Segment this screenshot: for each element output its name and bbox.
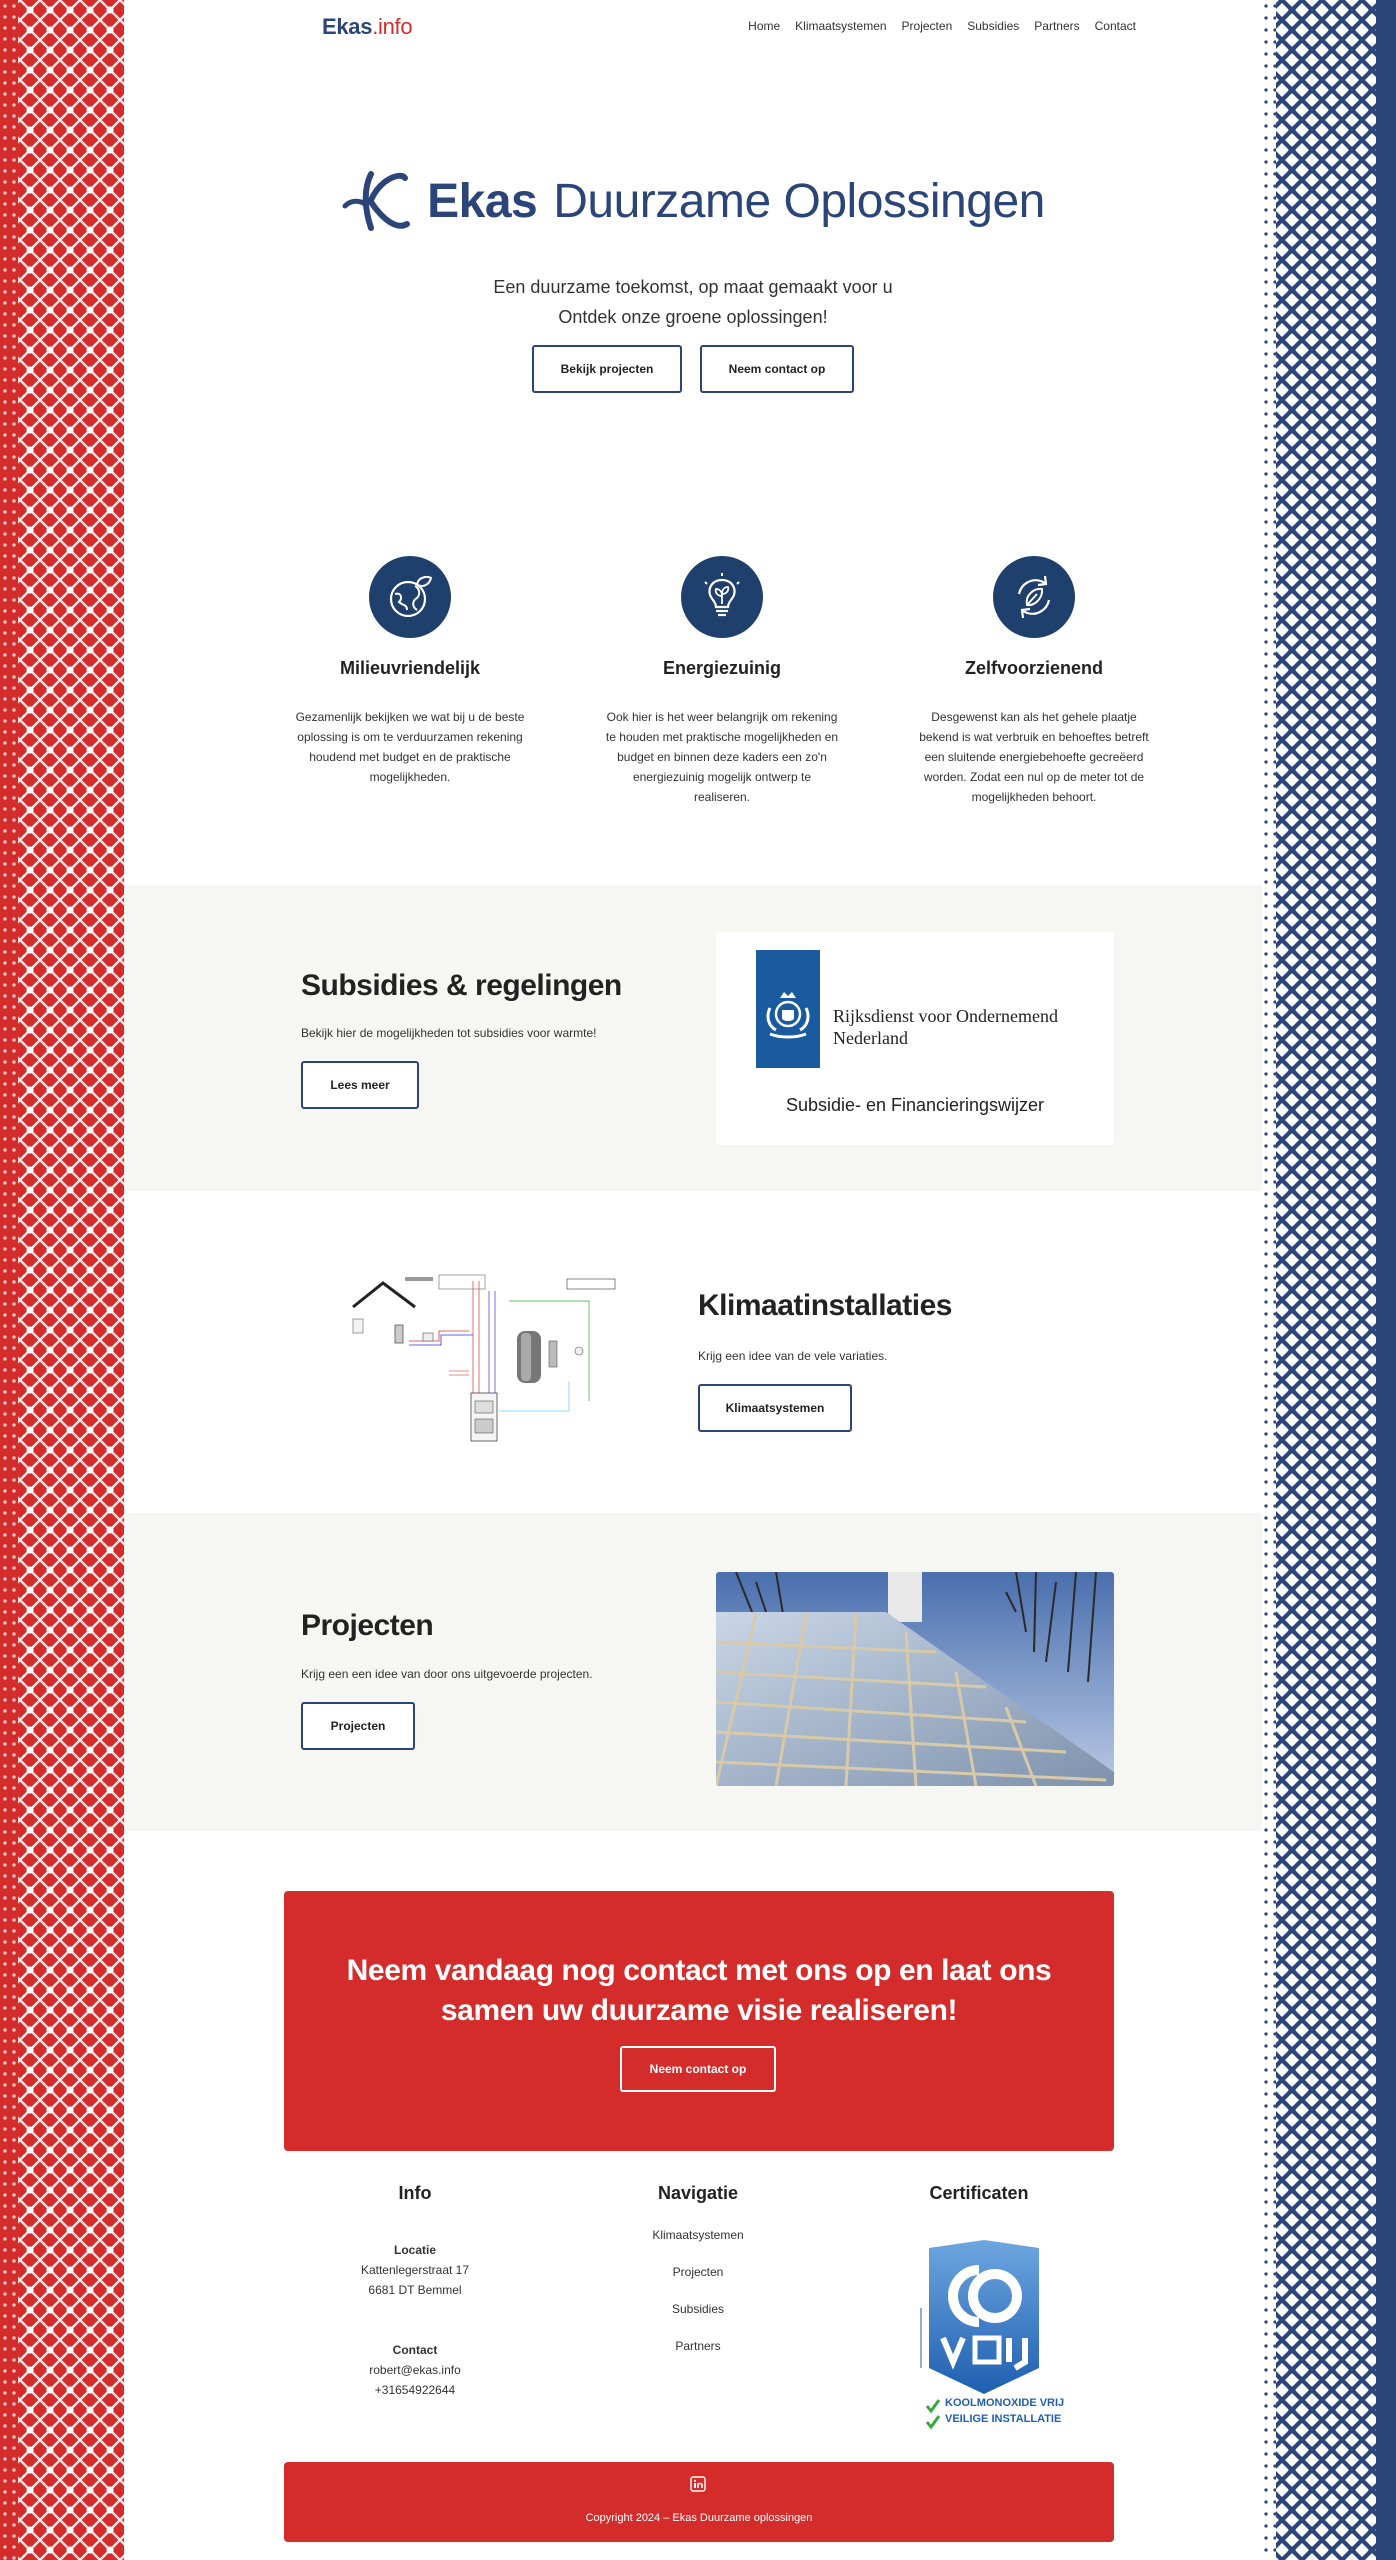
projects-button[interactable]: Projecten (301, 1702, 415, 1750)
cert-line1: KOOLMONOXIDE VRIJ (945, 2397, 1065, 2409)
projecten-title: Projecten (301, 1609, 434, 1642)
hero-title-rest: Duurzame Oplossingen (553, 174, 1045, 228)
address-line1: Kattenlegerstraat 17 (360, 2263, 470, 2277)
nav-klimaatsystemen[interactable]: Klimaatsystemen (795, 19, 887, 33)
main-nav (748, 19, 1136, 33)
subsidies-title: Subsidies & regelingen (301, 969, 622, 1002)
footer-link-partners[interactable]: Partners (675, 2339, 721, 2353)
feature-title: Zelfvoorzienend (964, 658, 1103, 678)
hero-subtitle (124, 272, 1262, 332)
site-header (124, 0, 1262, 54)
nav-home[interactable]: Home (748, 19, 781, 33)
cta-heading: Neem vandaag nog contact met ons op en laat ons samen uw duurzame visie realiseren! (346, 1954, 1052, 2027)
footer-link-subsidies[interactable]: Subsidies (671, 2302, 725, 2316)
footer-email[interactable]: robert@ekas.info (369, 2363, 461, 2377)
klimaat-section (124, 1191, 1262, 1513)
crest-icon (756, 950, 820, 1068)
feature-energiezuinig (604, 556, 840, 807)
rvo-card[interactable] (716, 932, 1114, 1145)
nav-contact[interactable]: Contact (1094, 19, 1136, 33)
footer-phone[interactable]: +31654922644 (374, 2383, 456, 2397)
co-vrij-certificate (909, 2238, 1065, 2438)
nav-partners[interactable]: Partners (1034, 19, 1080, 33)
site-logo[interactable]: Ekas.info (322, 14, 413, 39)
rvo-subtitle: Subsidie- en Financieringswijzer (785, 1095, 1045, 1115)
left-decorative-pattern (0, 0, 124, 2560)
subsidies-section (124, 885, 1262, 1191)
cta-banner (284, 1891, 1114, 2151)
footer-navigation (568, 2183, 828, 2356)
klimaatsystemen-button[interactable]: Klimaatsystemen (698, 1384, 852, 1432)
feature-text: Gezamenlijk bekijken we wat bij u de beste oplossing is om te verduurzamen rekening houdend met budget en de praktische mogelijkheden. (295, 710, 525, 784)
nav-subsidies[interactable]: Subsidies (967, 19, 1020, 33)
lightbulb-leaf-icon (681, 556, 763, 638)
footer-link-projecten[interactable]: Projecten (672, 2265, 724, 2279)
globe-leaf-icon (369, 556, 451, 638)
hero-subtitle-line1: Een duurzame toekomst, op maat gemaakt voor u (493, 277, 893, 297)
footer-nav-title: Navigatie (657, 2183, 739, 2203)
feature-zelfvoorzienend (916, 556, 1152, 807)
right-decorative-pattern (1262, 0, 1396, 2560)
footer-bar (284, 2462, 1114, 2542)
footer-cert-title: Certificaten (929, 2183, 1029, 2203)
hero-title (124, 170, 1262, 232)
feature-text: Desgewenst kan als het gehele plaatje bekend is wat verbruik en behoeftes betreft een sluitende energiebehoefte gecreëerd worden. Zodat een nul op de meter tot de mogelijkheden behoort. (919, 710, 1149, 804)
feature-title: Energiezuinig (662, 658, 781, 678)
footer-info (285, 2183, 545, 2400)
feature-title: Milieuvriendelijk (339, 658, 481, 678)
hero-brand: Ekas (427, 174, 538, 228)
read-more-button[interactable]: Lees meer (301, 1061, 419, 1109)
klimaat-text: Krijg een idee van de vele variaties. (698, 1349, 888, 1363)
page-content (124, 0, 1262, 2560)
rvo-logo (756, 950, 820, 1068)
contact-button[interactable]: Neem contact op (700, 345, 854, 393)
recycle-leaf-icon (993, 556, 1075, 638)
feature-milieuvriendelijk (292, 556, 528, 807)
contact-label: Contact (392, 2343, 438, 2357)
footer-link-klimaatsystemen[interactable]: Klimaatsystemen (652, 2228, 744, 2242)
footer-certificates (849, 2183, 1109, 2204)
address-line2: 6681 DT Bemmel (368, 2283, 462, 2297)
cta-contact-button[interactable]: Neem contact op (620, 2046, 776, 2092)
rvo-name: Rijksdienst voor Ondernemend Nederland (833, 1006, 1058, 1048)
view-projects-button[interactable]: Bekijk projecten (532, 345, 682, 393)
cert-line2: VEILIGE INSTALLATIE (945, 2413, 1062, 2425)
nav-projecten[interactable]: Projecten (901, 19, 953, 33)
roof-project-photo[interactable] (716, 1572, 1114, 1786)
projecten-section (124, 1513, 1262, 1831)
hero-buttons (124, 345, 1262, 393)
installation-schematic-image[interactable] (349, 1271, 619, 1451)
features-row (292, 556, 1152, 807)
copyright-text: Copyright 2024 – Ekas Duurzame oplossingen (585, 2512, 813, 2524)
subsidies-text: Bekijk hier de mogelijkheden tot subsidies voor warmte! (301, 1026, 597, 1040)
ekas-logo-icon (341, 170, 411, 232)
linkedin-icon[interactable] (690, 2476, 706, 2492)
klimaat-title: Klimaatinstallaties (698, 1289, 952, 1322)
projecten-text: Krijg een een idee van door ons uitgevoerde projecten. (301, 1667, 593, 1681)
footer-info-title: Info (398, 2183, 432, 2203)
feature-text: Ook hier is het weer belangrijk om rekening te houden met praktische mogelijkheden en budget en binnen deze kaders een zo'n energiezuinig mogelijk ontwerp te realiseren. (605, 710, 839, 804)
hero-subtitle-line2: Ontdek onze groene oplossingen! (558, 307, 828, 327)
locatie-label: Locatie (393, 2243, 436, 2257)
